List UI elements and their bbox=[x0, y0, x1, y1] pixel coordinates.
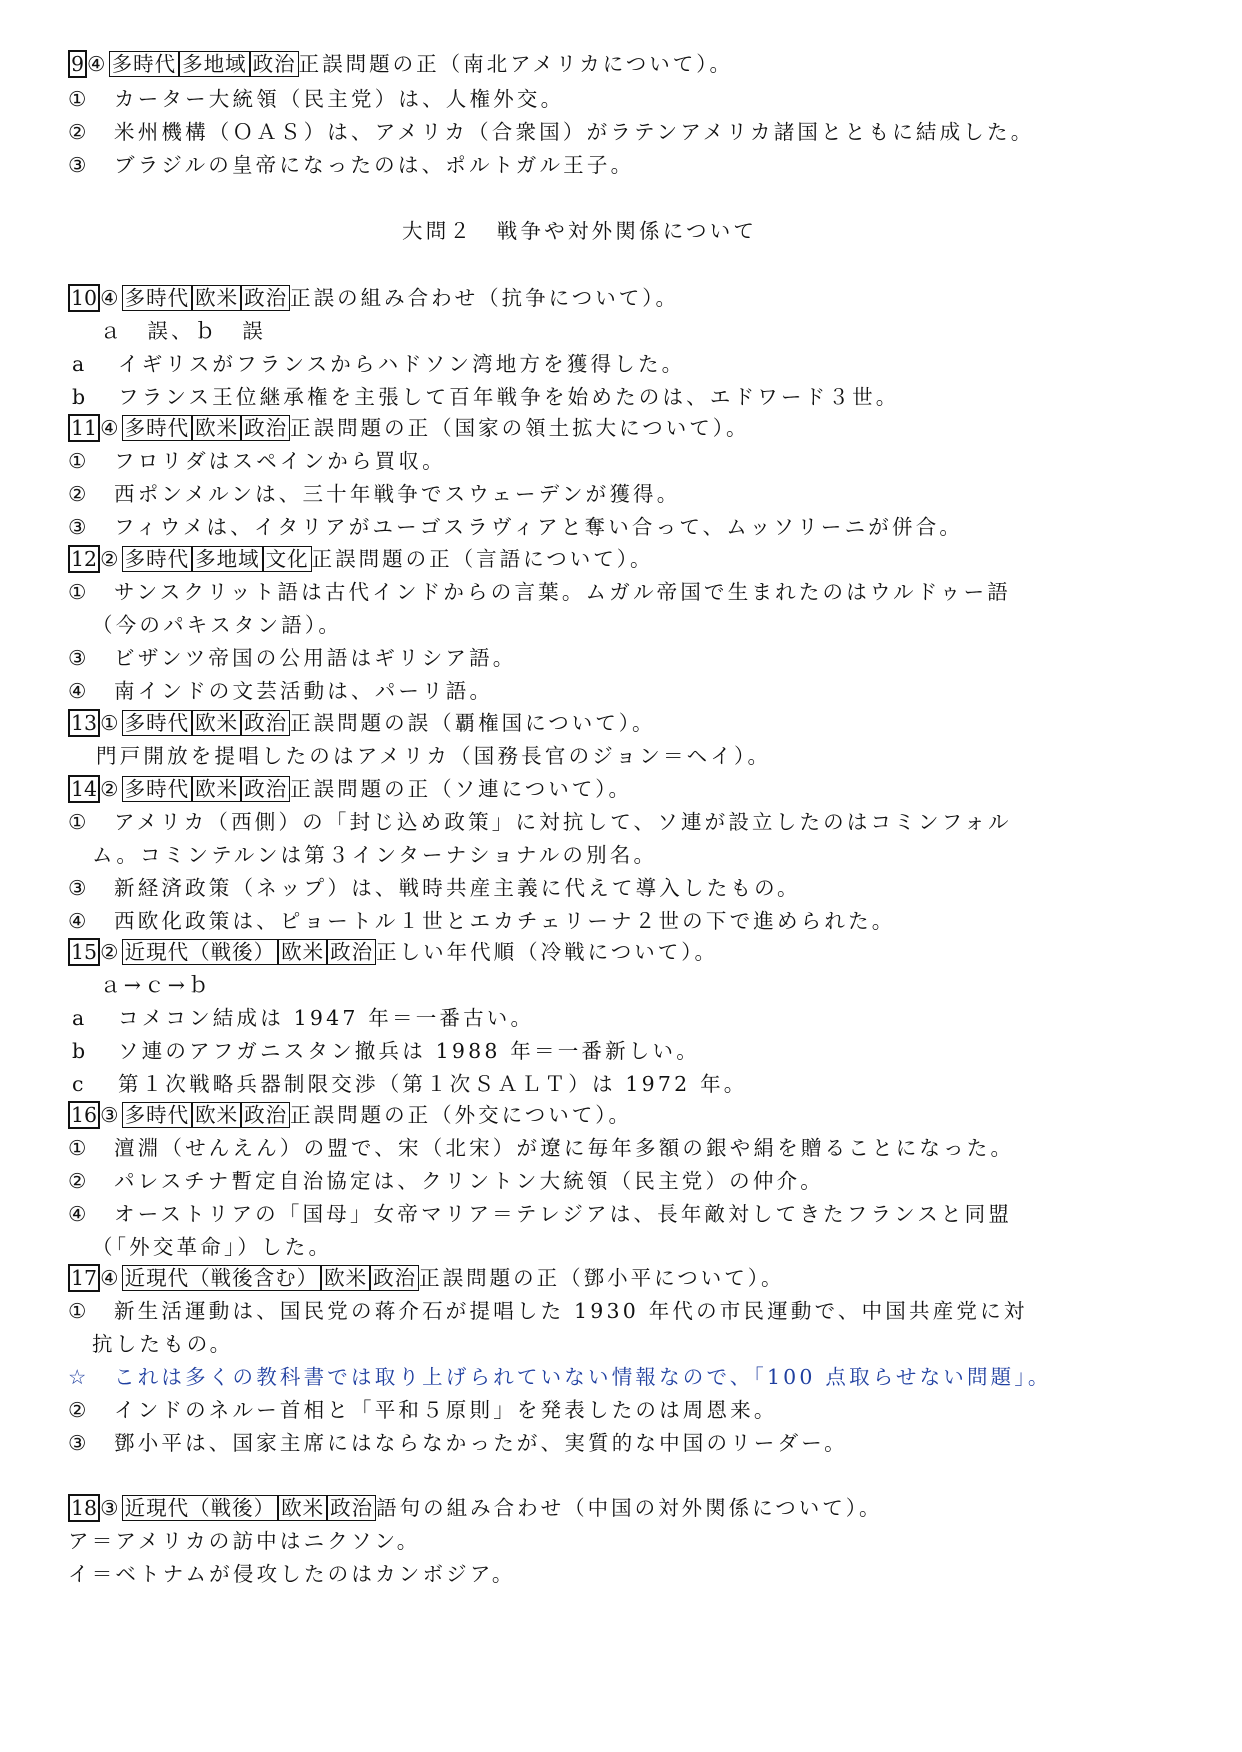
question-number: 15 bbox=[68, 938, 100, 966]
question-number: 10 bbox=[68, 284, 100, 312]
question-title: 正誤問題の正（ソ連について）。 bbox=[290, 777, 633, 801]
question-number: 12 bbox=[68, 545, 100, 573]
q13-header bbox=[68, 709, 656, 737]
explanation-line: ② 米州機構（ＯＡＳ）は、アメリカ（合衆国）がラテンアメリカ諸国とともに結成した。 bbox=[68, 120, 1035, 144]
answer-mark: ④ bbox=[100, 1266, 122, 1290]
answer-line: ａ→ｃ→ｂ bbox=[100, 973, 212, 997]
tag-region: 欧米 bbox=[278, 1495, 327, 1521]
section-heading: 大問２ 戦争や対外関係について bbox=[402, 219, 758, 243]
explanation-line: a イギリスがフランスからハドソン湾地方を獲得した。 bbox=[72, 352, 686, 376]
tag-field: 政治 bbox=[241, 285, 290, 311]
tag-era: 近現代（戦後含む） bbox=[122, 1265, 322, 1291]
tag-region: 欧米 bbox=[192, 285, 241, 311]
q12-header bbox=[68, 545, 654, 573]
question-number: 18 bbox=[68, 1494, 100, 1522]
tag-era: 近現代（戦後） bbox=[122, 1495, 279, 1521]
tag-era: 多時代 bbox=[122, 710, 193, 736]
explanation-line-cont: （今のパキスタン語）。 bbox=[92, 613, 343, 637]
explanation-line: ④ 南インドの文芸活動は、パーリ語。 bbox=[68, 679, 494, 703]
answer-mark: ④ bbox=[87, 52, 109, 76]
question-title: 正誤問題の正（外交について）。 bbox=[290, 1103, 633, 1127]
q16-header bbox=[68, 1101, 632, 1129]
question-title: 正誤問題の正（鄧小平について）。 bbox=[419, 1266, 785, 1290]
explanation-line-cont: （「外交革命」）した。 bbox=[92, 1235, 333, 1259]
explanation-line: ① 新生活運動は、国民党の蒋介石が提唱した 1930 年代の市民運動で、中国共産党に対 bbox=[68, 1299, 1028, 1323]
explanation-line: b ソ連のアフガニスタン撤兵は 1988 年＝一番新しい。 bbox=[72, 1039, 700, 1063]
explanation-line: ② パレスチナ暫定自治協定は、クリントン大統領（民主党）の仲介。 bbox=[68, 1169, 824, 1193]
question-number: 14 bbox=[68, 775, 100, 803]
q18-header bbox=[68, 1494, 883, 1522]
explanation-line: ① サンスクリット語は古代インドからの言葉。ムガル帝国で生まれたのはウルドゥー語 bbox=[68, 580, 1012, 604]
tag-field: 政治 bbox=[370, 1265, 419, 1291]
question-number: 17 bbox=[68, 1264, 100, 1292]
q17-header bbox=[68, 1264, 785, 1292]
explanation-line: ③ ビザンツ帝国の公用語はギリシア語。 bbox=[68, 646, 517, 670]
question-title: 正しい年代順（冷戦について）。 bbox=[376, 940, 719, 964]
tag-field: 政治 bbox=[241, 710, 290, 736]
explanation-line: a コメコン結成は 1947 年＝一番古い。 bbox=[72, 1006, 535, 1030]
tag-era: 多時代 bbox=[122, 1102, 193, 1128]
question-title: 正誤問題の正（国家の領土拡大について）。 bbox=[290, 416, 750, 440]
explanation-line: ② 西ポンメルンは、三十年戦争でスウェーデンが獲得。 bbox=[68, 482, 681, 506]
explanation-line: ① カーター大統領（民主党）は、人権外交。 bbox=[68, 87, 565, 111]
explanation-line: ① 澶淵（せんえん）の盟で、宋（北宋）が遼に毎年多額の銀や絹を贈ることになった。 bbox=[68, 1136, 1015, 1160]
explanation-line-cont: ム。コミンテルンは第３インターナショナルの別名。 bbox=[92, 843, 658, 867]
explanation-note: イ＝ベトナムが侵攻したのはカンボジア。 bbox=[68, 1562, 516, 1586]
question-number: 16 bbox=[68, 1101, 100, 1129]
answer-mark: ③ bbox=[100, 1103, 122, 1127]
answer-mark: ④ bbox=[100, 286, 122, 310]
tag-region: 多地域 bbox=[192, 546, 263, 572]
explanation-line: ① フロリダはスペインから買収。 bbox=[68, 449, 446, 473]
explanation-line: ③ フィウメは、イタリアがユーゴスラヴィアと奪い合って、ムッソリーニが併合。 bbox=[68, 515, 964, 539]
question-title: 語句の組み合わせ（中国の対外関係について）。 bbox=[376, 1496, 883, 1520]
q14-header bbox=[68, 775, 632, 803]
tag-era: 多時代 bbox=[109, 51, 180, 77]
explanation-line-cont: 抗したもの。 bbox=[92, 1332, 234, 1356]
explanation-line: ③ ブラジルの皇帝になったのは、ポルトガル王子。 bbox=[68, 153, 635, 177]
tag-region: 欧米 bbox=[192, 1102, 241, 1128]
explanation-note: 門戸開放を提唱したのはアメリカ（国務長官のジョン＝ヘイ）。 bbox=[96, 744, 772, 768]
q11-header bbox=[68, 414, 750, 442]
answer-mark: ① bbox=[100, 711, 122, 735]
question-title: 正誤問題の正（南北アメリカについて）。 bbox=[298, 52, 734, 76]
tag-era: 多時代 bbox=[122, 415, 193, 441]
explanation-line: ③ 鄧小平は、国家主席にはならなかったが、実質的な中国のリーダー。 bbox=[68, 1431, 848, 1455]
question-title: 正誤の組み合わせ（抗争について）。 bbox=[290, 286, 680, 310]
explanation-line: ① アメリカ（西側）の「封じ込め政策」に対抗して、ソ連が設立したのはコミンフォル bbox=[68, 810, 1012, 834]
tag-region: 多地域 bbox=[179, 51, 250, 77]
tag-field: 政治 bbox=[327, 939, 376, 965]
answer-mark: ④ bbox=[100, 416, 122, 440]
tag-era: 近現代（戦後） bbox=[122, 939, 279, 965]
answer-line: ａ 誤、ｂ 誤 bbox=[100, 319, 266, 343]
q15-header bbox=[68, 938, 718, 966]
tag-field: 政治 bbox=[241, 1102, 290, 1128]
bonus-note: ☆ これは多くの教科書では取り上げられていない情報なので、「100 点取らせない問題」。 bbox=[68, 1365, 1052, 1389]
explanation-line: ② インドのネルー首相と「平和５原則」を発表したのは周恩来。 bbox=[68, 1398, 778, 1422]
explanation-line: ④ オーストリアの「国母」女帝マリア＝テレジアは、長年敵対してきたフランスと同盟 bbox=[68, 1202, 1013, 1226]
tag-region: 欧米 bbox=[192, 710, 241, 736]
star-icon: ☆ bbox=[68, 1365, 90, 1389]
question-number: 9 bbox=[68, 50, 87, 78]
tag-era: 多時代 bbox=[122, 776, 193, 802]
tag-era: 多時代 bbox=[122, 546, 193, 572]
answer-mark: ② bbox=[100, 940, 122, 964]
tag-field: 政治 bbox=[250, 51, 299, 77]
tag-region: 欧米 bbox=[321, 1265, 370, 1291]
answer-mark: ② bbox=[100, 547, 122, 571]
q10-header bbox=[68, 284, 679, 312]
tag-field: 政治 bbox=[241, 776, 290, 802]
tag-region: 欧米 bbox=[192, 776, 241, 802]
tag-field: 政治 bbox=[327, 1495, 376, 1521]
tag-field: 文化 bbox=[263, 546, 312, 572]
explanation-line: ④ 西欧化政策は、ピョートル１世とエカチェリーナ２世の下で進められた。 bbox=[68, 909, 896, 933]
explanation-line: ③ 新経済政策（ネップ）は、戦時共産主義に代えて導入したもの。 bbox=[68, 876, 801, 900]
tag-field: 政治 bbox=[241, 415, 290, 441]
q9-header bbox=[68, 50, 733, 78]
question-number: 13 bbox=[68, 709, 100, 737]
explanation-line: c 第１次戦略兵器制限交渉（第１次ＳＡＬＴ）は 1972 年。 bbox=[72, 1072, 748, 1096]
tag-region: 欧米 bbox=[278, 939, 327, 965]
question-number: 11 bbox=[68, 414, 100, 442]
answer-mark: ② bbox=[100, 777, 122, 801]
answer-mark: ③ bbox=[100, 1496, 122, 1520]
question-title: 正誤問題の誤（覇権国について）。 bbox=[290, 711, 656, 735]
explanation-line: b フランス王位継承権を主張して百年戦争を始めたのは、エドワード３世。 bbox=[72, 385, 900, 409]
question-title: 正誤問題の正（言語について）。 bbox=[311, 547, 654, 571]
explanation-note: ア＝アメリカの訪中はニクソン。 bbox=[68, 1529, 421, 1553]
tag-region: 欧米 bbox=[192, 415, 241, 441]
tag-era: 多時代 bbox=[122, 285, 193, 311]
